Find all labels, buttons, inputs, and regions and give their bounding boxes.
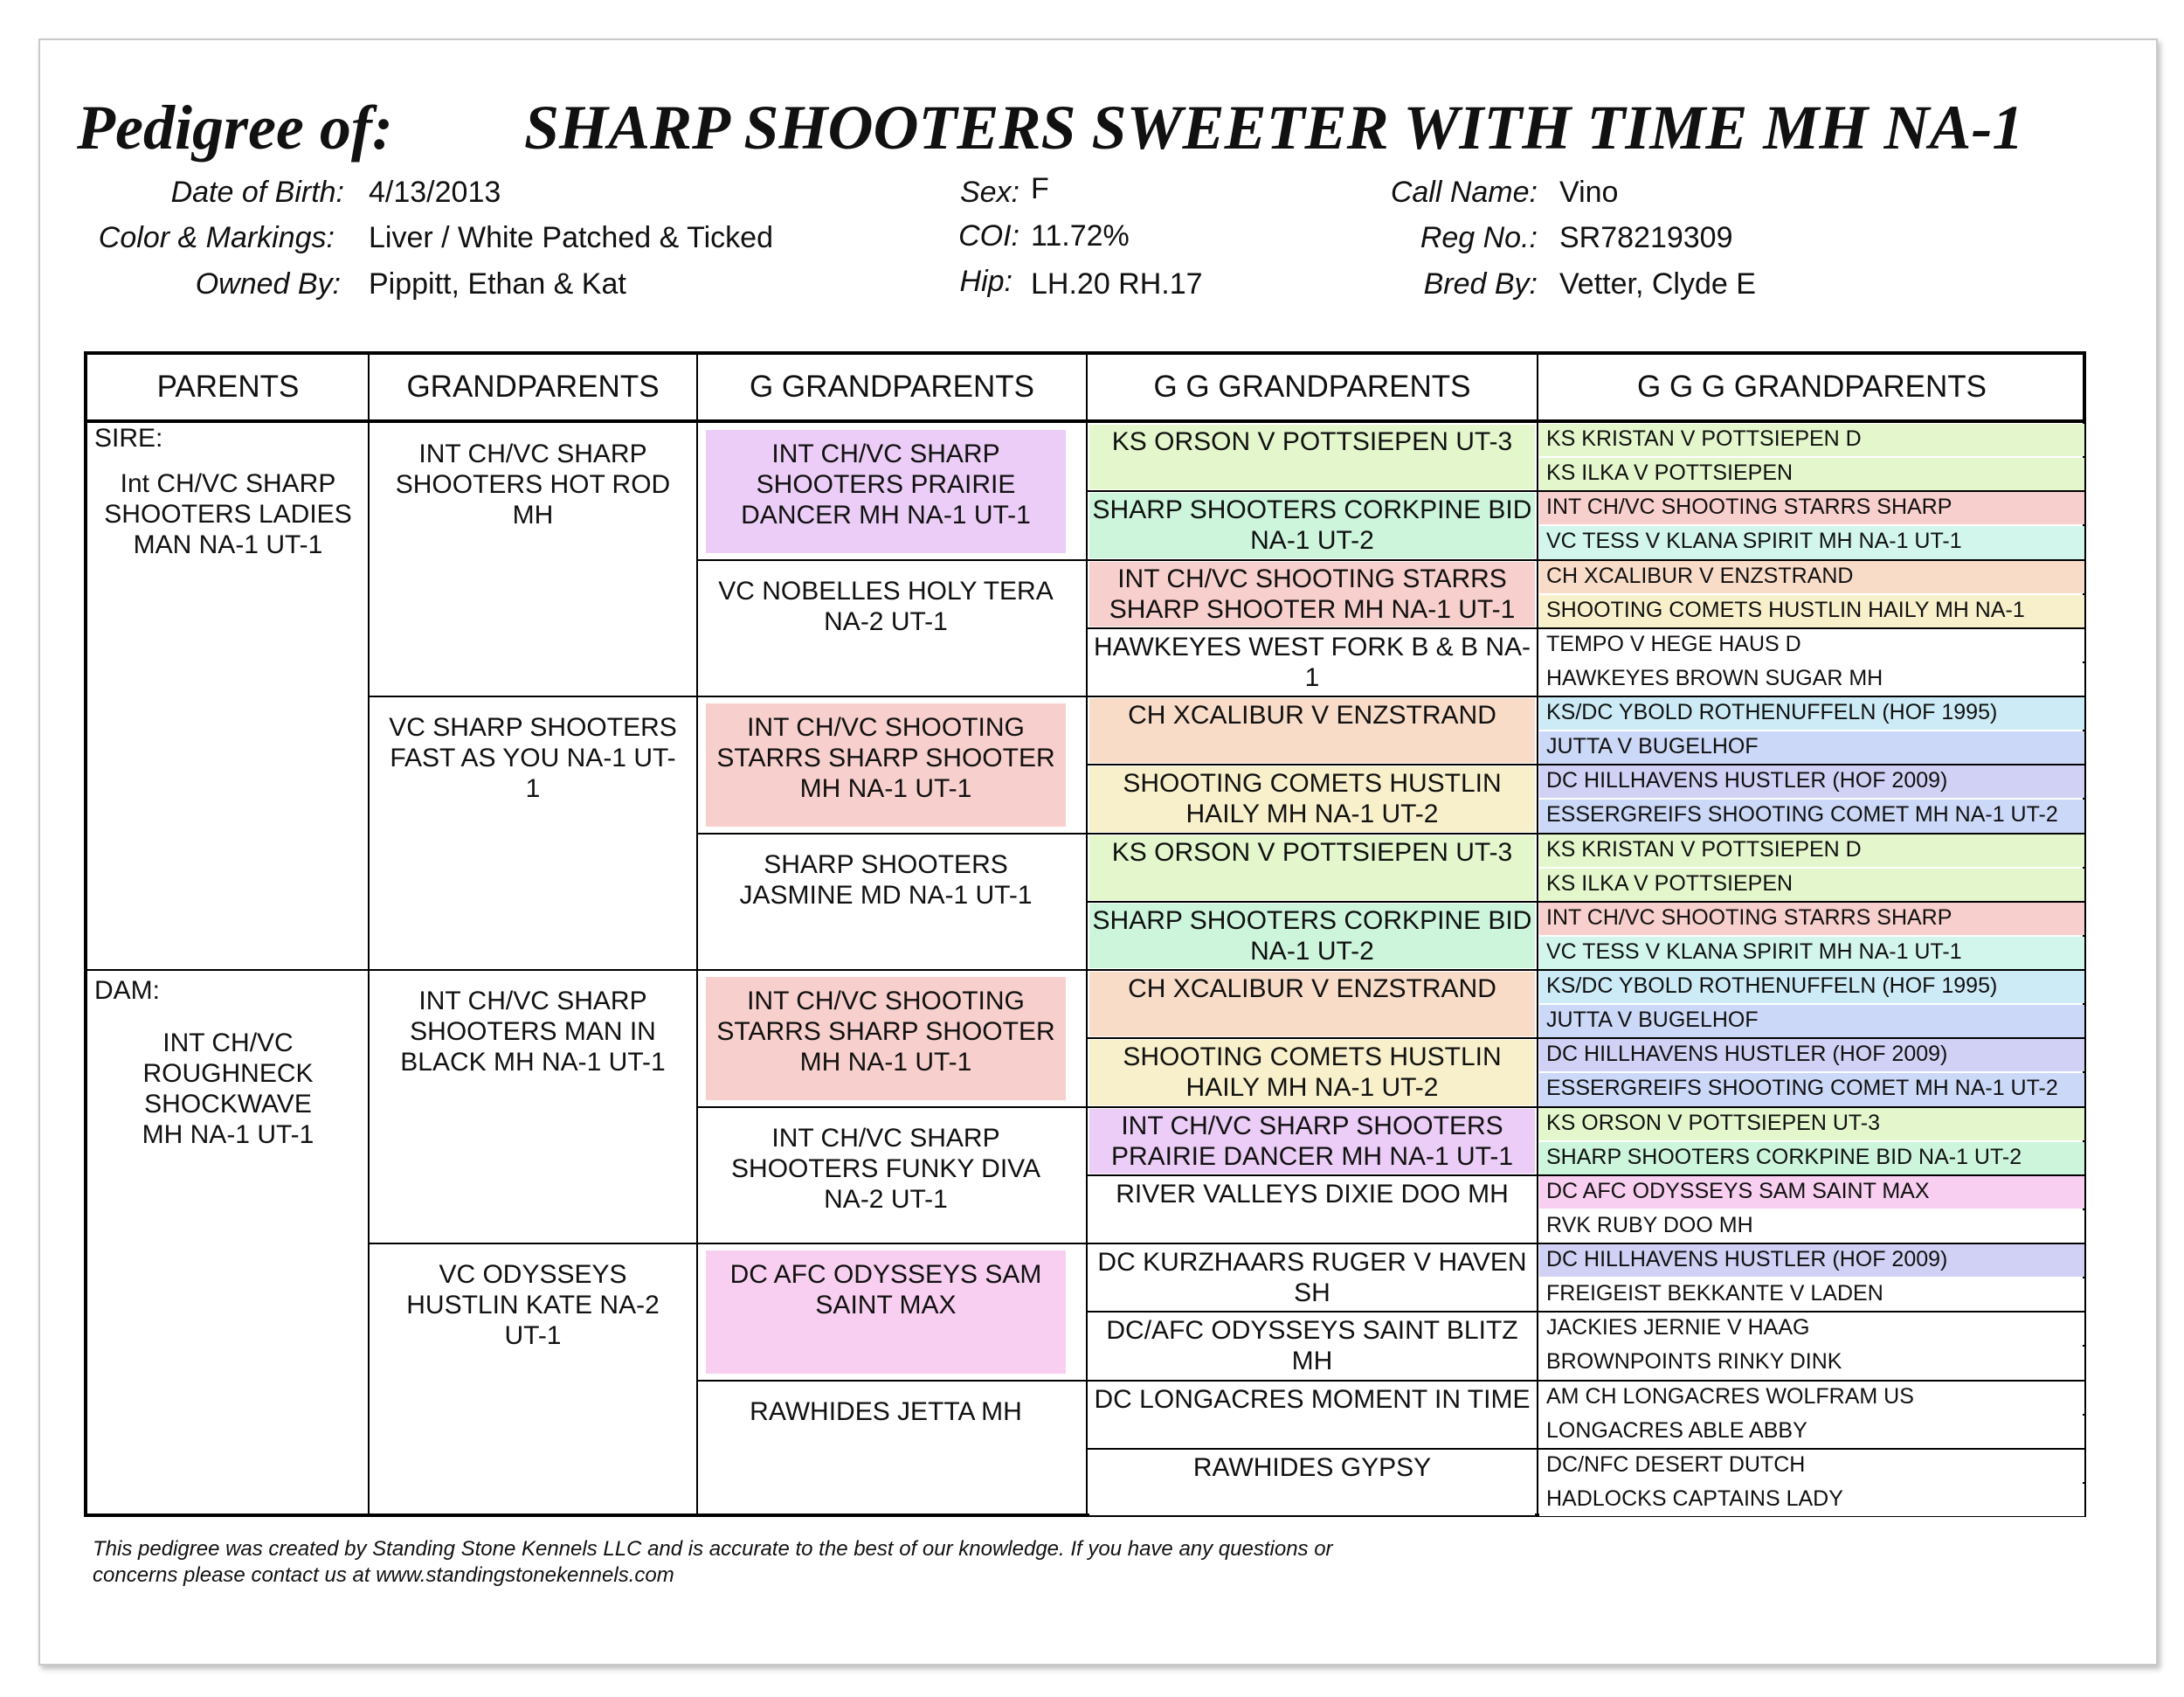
- gg-grandparent-cell: SHARP SHOOTERS CORKPINE BID NA-1 UT-2: [1089, 493, 1535, 558]
- owned-value: Pippitt, Ethan & Kat: [369, 267, 626, 301]
- gg-grandparent-cell: DC/AFC ODYSSEYS SAINT BLITZ MH: [1089, 1313, 1535, 1378]
- column-divider: [696, 355, 698, 1513]
- table-header-row: [87, 355, 2083, 423]
- call-name-label: Call Name:: [1390, 176, 1538, 209]
- grandparent-cell: INT CH/VC SHARP SHOOTERS MAN IN BLACK MH NA-1 UT-1: [400, 987, 666, 1077]
- gg-grandparent-cell: KS ORSON V POTTSIEPEN UT-3: [1089, 835, 1535, 900]
- ggg-grandparent-cell: KS/DC YBOLD ROTHENUFFELN (HOF 1995): [1539, 971, 2084, 1003]
- g-grandparent-cell: VC NOBELLES HOLY TERA NA-2 UT-1: [706, 567, 1066, 690]
- ggg-grandparent-cell: VC TESS V KLANA SPIRIT MH NA-1 UT-1: [1539, 526, 2084, 558]
- ggg-grandparent-cell: INT CH/VC SHOOTING STARRS SHARP: [1539, 903, 2084, 935]
- gg-grandparent-cell: KS ORSON V POTTSIEPEN UT-3: [1089, 425, 1535, 489]
- dam-name: INT CH/VC ROUGHNECK SHOCKWAVE MH NA-1 UT-1: [142, 1029, 314, 1149]
- header-g-grandparents: G GRANDPARENTS: [749, 370, 1035, 404]
- sire-label: SIRE:: [94, 424, 163, 453]
- ggg-grandparent-cell: SHOOTING COMETS HUSTLIN HAILY MH NA-1: [1539, 595, 2084, 627]
- gg-grandparent-cell: SHOOTING COMETS HUSTLIN HAILY MH NA-1 UT-2: [1089, 1040, 1535, 1105]
- gg-grandparent-cell: RAWHIDES GYPSY: [1089, 1451, 1535, 1515]
- coi-value: 11.72%: [1031, 219, 1130, 253]
- grandparent-cell: VC ODYSSEYS HUSTLIN KATE NA-2 UT-1: [406, 1260, 660, 1350]
- g-grandparent-cell: RAWHIDES JETTA MH: [706, 1388, 1066, 1511]
- ggg-grandparent-cell: RVK RUBY DOO MH: [1539, 1210, 2084, 1243]
- reg-no-value: SR78219309: [1559, 221, 1733, 254]
- sire-name: Int CH/VC SHARP SHOOTERS LADIES MAN NA-1 UT-1: [104, 469, 352, 559]
- sex-value: F: [1031, 172, 1049, 205]
- g-grandparent-cell: INT CH/VC SHARP SHOOTERS PRAIRIE DANCER MH NA-1 UT-1: [706, 430, 1066, 553]
- ggg-grandparent-cell: ESSERGREIFS SHOOTING COMET MH NA-1 UT-2: [1539, 1073, 2084, 1105]
- g-grandparent-cell: SHARP SHOOTERS JASMINE MD NA-1 UT-1: [706, 841, 1066, 964]
- ggg-grandparent-cell: FREIGEIST BEKKANTE V LADEN: [1539, 1278, 2084, 1311]
- column-divider: [368, 355, 370, 1513]
- ggg-grandparent-cell: JACKIES JERNIE V HAAG: [1539, 1313, 2084, 1345]
- header-gg-grandparents: G G GRANDPARENTS: [1153, 370, 1471, 404]
- gg-grandparent-cell: DC LONGACRES MOMENT IN TIME: [1089, 1382, 1535, 1447]
- hip-value: LH.20 RH.17: [1031, 267, 1203, 301]
- ggg-grandparent-cell: KS ORSON V POTTSIEPEN UT-3: [1539, 1108, 2084, 1140]
- ggg-grandparent-cell: LONGACRES ABLE ABBY: [1539, 1416, 2084, 1448]
- gg-grandparent-cell: HAWKEYES WEST FORK B & B NA-1: [1089, 630, 1535, 695]
- ggg-grandparent-cell: INT CH/VC SHOOTING STARRS SHARP: [1539, 492, 2084, 524]
- ggg-grandparent-cell: HADLOCKS CAPTAINS LADY: [1539, 1484, 2084, 1516]
- gg-grandparent-cell: CH XCALIBUR V ENZSTRAND: [1089, 698, 1535, 763]
- ggg-grandparent-cell: KS KRISTAN V POTTSIEPEN D: [1539, 835, 2084, 867]
- dog-name-title: SHARP SHOOTERS SWEETER WITH TIME MH NA-1: [524, 93, 2024, 163]
- ggg-grandparent-cell: DC HILLHAVENS HUSTLER (HOF 2009): [1539, 1039, 2084, 1071]
- color-label: Color & Markings:: [98, 221, 335, 254]
- ggg-grandparent-cell: KS ILKA V POTTSIEPEN: [1539, 869, 2084, 901]
- pedigree-table: [84, 351, 2086, 1517]
- ggg-grandparent-cell: BROWNPOINTS RINKY DINK: [1539, 1347, 2084, 1379]
- ggg-grandparent-cell: DC HILLHAVENS HUSTLER (HOF 2009): [1539, 1244, 2084, 1277]
- ggg-grandparent-cell: KS/DC YBOLD ROTHENUFFELN (HOF 1995): [1539, 697, 2084, 730]
- ggg-grandparent-cell: TEMPO V HEGE HAUS D: [1539, 629, 2084, 661]
- gg-grandparent-cell: RIVER VALLEYS DIXIE DOO MH: [1089, 1177, 1535, 1242]
- gg-grandparent-cell: SHARP SHOOTERS CORKPINE BID NA-1 UT-2: [1089, 904, 1535, 968]
- ggg-grandparent-cell: ESSERGREIFS SHOOTING COMET MH NA-1 UT-2: [1539, 800, 2084, 832]
- bred-by-value: Vetter, Clyde E: [1559, 267, 1756, 301]
- gg-grandparent-cell: DC KURZHAARS RUGER V HAVEN SH: [1089, 1245, 1535, 1310]
- call-name-value: Vino: [1559, 176, 1619, 209]
- ggg-grandparent-cell: AM CH LONGACRES WOLFRAM US: [1539, 1382, 2084, 1414]
- g-grandparent-cell: INT CH/VC SHOOTING STARRS SHARP SHOOTER MH NA-1 UT-1: [706, 703, 1066, 827]
- g-grandparent-cell: INT CH/VC SHARP SHOOTERS FUNKY DIVA NA-2 UT-1: [706, 1114, 1066, 1237]
- ggg-grandparent-cell: DC HILLHAVENS HUSTLER (HOF 2009): [1539, 765, 2084, 798]
- ggg-grandparent-cell: KS ILKA V POTTSIEPEN: [1539, 458, 2084, 490]
- gg-grandparent-cell: INT CH/VC SHARP SHOOTERS PRAIRIE DANCER MH NA-1 UT-1: [1089, 1109, 1535, 1174]
- grandparent-cell: INT CH/VC SHARP SHOOTERS HOT ROD MH: [395, 440, 671, 530]
- dob-value: 4/13/2013: [369, 176, 501, 209]
- gg-grandparent-cell: SHOOTING COMETS HUSTLIN HAILY MH NA-1 UT-2: [1089, 766, 1535, 831]
- reg-no-label: Reg No.:: [1420, 221, 1538, 254]
- ggg-grandparent-cell: SHARP SHOOTERS CORKPINE BID NA-1 UT-2: [1539, 1142, 2084, 1174]
- g-grandparent-cell: DC AFC ODYSSEYS SAM SAINT MAX: [706, 1250, 1066, 1374]
- dam-label: DAM:: [94, 976, 160, 1005]
- ggg-grandparent-cell: JUTTA V BUGELHOF: [1539, 731, 2084, 764]
- gg-grandparent-cell: INT CH/VC SHOOTING STARRS SHARP SHOOTER MH NA-1 UT-1: [1089, 562, 1535, 627]
- footer-disclaimer: This pedigree was created by Standing Stone Kennels LLC and is accurate to the best of our knowledge. If you have any questions or concerns please contact us at www.standingstonekennels.com: [93, 1537, 1333, 1587]
- ggg-grandparent-cell: VC TESS V KLANA SPIRIT MH NA-1 UT-1: [1539, 937, 2084, 969]
- header-grandparents: GRANDPARENTS: [406, 370, 660, 404]
- column-divider: [1537, 355, 1538, 1513]
- gg-grandparent-cell: CH XCALIBUR V ENZSTRAND: [1089, 972, 1535, 1036]
- coi-label: COI:: [958, 219, 1019, 253]
- ggg-grandparent-cell: CH XCALIBUR V ENZSTRAND: [1539, 561, 2084, 593]
- dob-label: Date of Birth:: [170, 176, 344, 209]
- bred-by-label: Bred By:: [1423, 267, 1538, 301]
- grandparent-cell: VC SHARP SHOOTERS FAST AS YOU NA-1 UT-1: [389, 713, 677, 803]
- ggg-grandparent-cell: DC AFC ODYSSEYS SAM SAINT MAX: [1539, 1176, 2084, 1209]
- ggg-grandparent-cell: JUTTA V BUGELHOF: [1539, 1005, 2084, 1037]
- color-value: Liver / White Patched & Ticked: [369, 221, 773, 254]
- pedigree-title-prefix: Pedigree of:: [77, 93, 393, 163]
- owned-label: Owned By:: [195, 267, 341, 301]
- header-ggg-grandparents: G G G GRANDPARENTS: [1637, 370, 1987, 404]
- ggg-grandparent-cell: DC/NFC DESERT DUTCH: [1539, 1450, 2084, 1482]
- ggg-grandparent-cell: KS KRISTAN V POTTSIEPEN D: [1539, 424, 2084, 456]
- sex-label: Sex:: [959, 176, 1019, 209]
- ggg-grandparent-cell: HAWKEYES BROWN SUGAR MH: [1539, 663, 2084, 696]
- header-parents: PARENTS: [156, 370, 300, 404]
- hip-label: Hip:: [959, 265, 1013, 298]
- g-grandparent-cell: INT CH/VC SHOOTING STARRS SHARP SHOOTER MH NA-1 UT-1: [706, 977, 1066, 1100]
- column-divider: [1086, 355, 1088, 1513]
